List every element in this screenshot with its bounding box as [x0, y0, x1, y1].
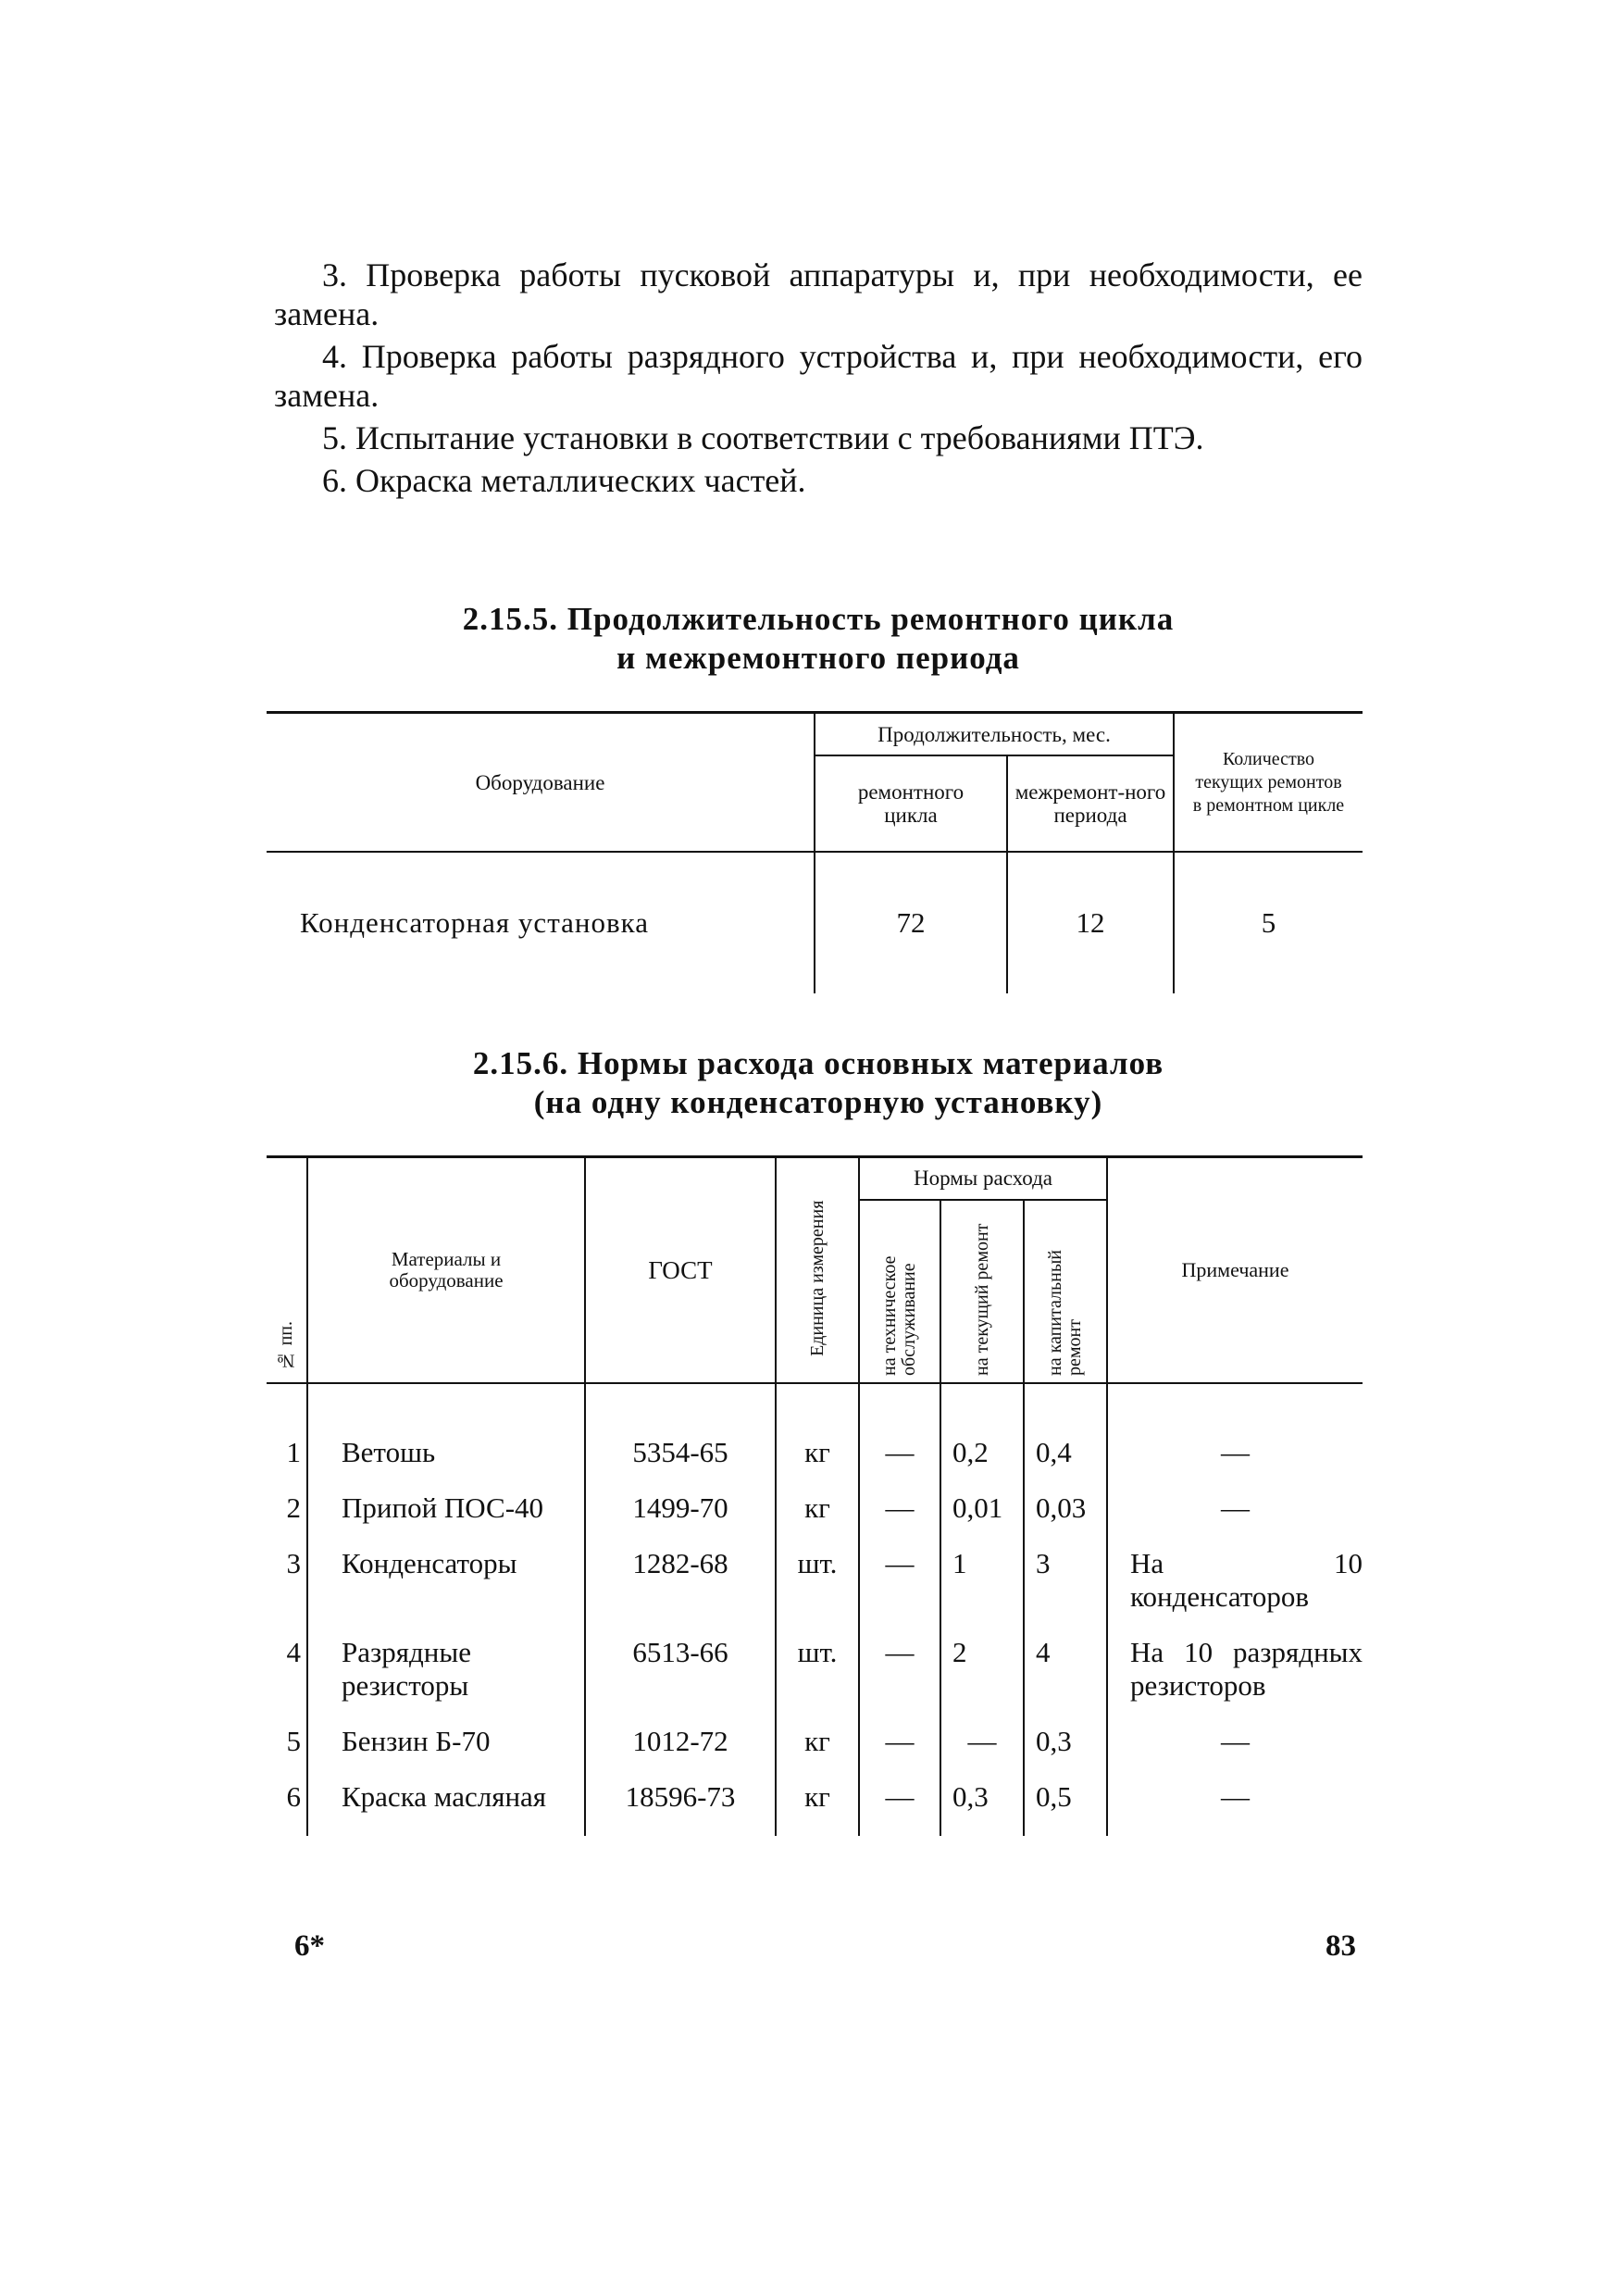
unit-cell: шт.: [776, 1547, 859, 1636]
unit-cell: кг: [776, 1725, 859, 1780]
page-number: 83: [1326, 1929, 1356, 1963]
note-cell: —: [1107, 1491, 1363, 1547]
unit-cell: кг: [776, 1780, 859, 1836]
gost-cell: 1499-70: [585, 1491, 776, 1547]
row-number: 1: [286, 1436, 301, 1468]
list-item: 3. Проверка работы пусковой аппаратуры и, при необходимости, ее замена.: [274, 256, 1363, 332]
inter-repair-cell: 12: [1007, 852, 1174, 993]
capital-repair-cell: 0,3: [1024, 1725, 1107, 1780]
repair-cycle-table: [267, 711, 1363, 993]
gost-cell: 6513-66: [585, 1636, 776, 1725]
maintenance-cell: —: [859, 1725, 940, 1780]
repair-cycle-label: ремонтного цикла: [857, 780, 965, 827]
note-cell: —: [1107, 1383, 1363, 1491]
maintenance-cell: —: [859, 1383, 940, 1491]
table-row: [267, 1547, 1363, 1636]
column-header-repair-cycle: [815, 755, 1007, 852]
column-header-number: [267, 1157, 307, 1384]
column-header-equipment: Оборудование: [267, 713, 815, 853]
capital-repair-cell: 0,4: [1024, 1383, 1107, 1491]
maintenance-cell: —: [859, 1780, 940, 1836]
heading-line: 2.15.6. Нормы расхода основных материалов: [472, 1045, 1164, 1081]
material-cell: Ветошь: [307, 1383, 585, 1491]
table-row: [267, 1636, 1363, 1725]
section-heading-material-norms: [274, 1044, 1363, 1122]
table-row: [267, 1725, 1363, 1780]
row-number: 4: [286, 1636, 301, 1668]
number-label: № пп.: [276, 1320, 296, 1370]
row-number: 2: [286, 1491, 301, 1524]
note-cell: На 10 разрядных резисторов: [1107, 1636, 1363, 1725]
column-header-inter-repair: [1007, 755, 1174, 852]
inter-repair-label: межремонт-ного периода: [1014, 780, 1166, 827]
note-cell: —: [1107, 1725, 1363, 1780]
current-repair-cell: 1: [940, 1547, 1024, 1636]
material-cell: Конденсаторы: [307, 1547, 585, 1636]
list-item: 6. Окраска металлических частей.: [322, 462, 806, 499]
note-cell: —: [1107, 1780, 1363, 1836]
column-header-repair-count: [1174, 713, 1363, 853]
repair-count-label: Количество текущих ремонтов в ремонтном цикле: [1192, 748, 1345, 816]
equipment-cell: Конденсаторная установка: [300, 906, 649, 939]
column-header-duration: Продолжительность, мес.: [815, 713, 1174, 756]
column-header-note: Примечание: [1107, 1157, 1363, 1384]
material-label: Материалы и оборудование: [389, 1248, 504, 1292]
current-repair-label: на текущий ремонт: [971, 1223, 992, 1376]
repair-count-cell: 5: [1174, 852, 1363, 993]
unit-label: Единица измерения: [806, 1200, 828, 1356]
material-cell: Разрядные резисторы: [307, 1636, 585, 1725]
list-item: 4. Проверка работы разрядного устройства и, при необходимости, его замена.: [274, 338, 1363, 414]
capital-repair-cell: 3: [1024, 1547, 1107, 1636]
table-row: [267, 1383, 1363, 1491]
maintenance-cell: —: [859, 1491, 940, 1547]
heading-line: 2.15.5. Продолжительность ремонтного цикла: [462, 601, 1175, 637]
maintenance-cell: —: [859, 1547, 940, 1636]
capital-repair-cell: 0,03: [1024, 1491, 1107, 1547]
column-header-current-repair: [940, 1200, 1024, 1383]
row-number: 6: [286, 1780, 301, 1813]
gost-cell: 1282-68: [585, 1547, 776, 1636]
list-item: 5. Испытание установки в соответствии с требованиями ПТЭ.: [322, 419, 1204, 456]
signature-mark: 6*: [294, 1929, 325, 1963]
section-heading-repair-cycle: [274, 600, 1363, 678]
column-header-gost: ГОСТ: [585, 1157, 776, 1384]
current-repair-cell: —: [940, 1725, 1024, 1780]
heading-line: (на одну конденсаторную установку): [533, 1084, 1103, 1120]
capital-repair-cell: 4: [1024, 1636, 1107, 1725]
capital-repair-label: на капитальный ремонт: [1045, 1249, 1085, 1376]
maintenance-label: на техническое обслуживание: [879, 1255, 919, 1376]
column-header-unit: [776, 1157, 859, 1384]
table-row: [267, 1491, 1363, 1547]
material-norms-table: [267, 1155, 1363, 1836]
unit-cell: кг: [776, 1491, 859, 1547]
material-cell: Припой ПОС-40: [307, 1491, 585, 1547]
row-number: 3: [286, 1547, 301, 1579]
heading-line: и межремонтного периода: [616, 640, 1020, 676]
gost-cell: 18596-73: [585, 1780, 776, 1836]
maintenance-cell: —: [859, 1636, 940, 1725]
column-header-material: [307, 1157, 585, 1384]
repair-cycle-cell: 72: [815, 852, 1007, 993]
gost-cell: 1012-72: [585, 1725, 776, 1780]
column-header-norms: Нормы расхода: [859, 1157, 1107, 1201]
capital-repair-cell: 0,5: [1024, 1780, 1107, 1836]
column-header-capital-repair: [1024, 1200, 1107, 1383]
maintenance-steps-list: [274, 256, 1363, 504]
gost-cell: 5354-65: [585, 1383, 776, 1491]
current-repair-cell: 0,2: [940, 1383, 1024, 1491]
table-row: [267, 1780, 1363, 1836]
note-cell: На 10 конденсаторов: [1107, 1547, 1363, 1636]
current-repair-cell: 0,01: [940, 1491, 1024, 1547]
current-repair-cell: 2: [940, 1636, 1024, 1725]
material-cell: Краска масляная: [307, 1780, 585, 1836]
column-header-maintenance: [859, 1200, 940, 1383]
unit-cell: шт.: [776, 1636, 859, 1725]
row-number: 5: [286, 1725, 301, 1757]
table-row: [267, 852, 1363, 993]
current-repair-cell: 0,3: [940, 1780, 1024, 1836]
material-cell: Бензин Б-70: [307, 1725, 585, 1780]
unit-cell: кг: [776, 1383, 859, 1491]
